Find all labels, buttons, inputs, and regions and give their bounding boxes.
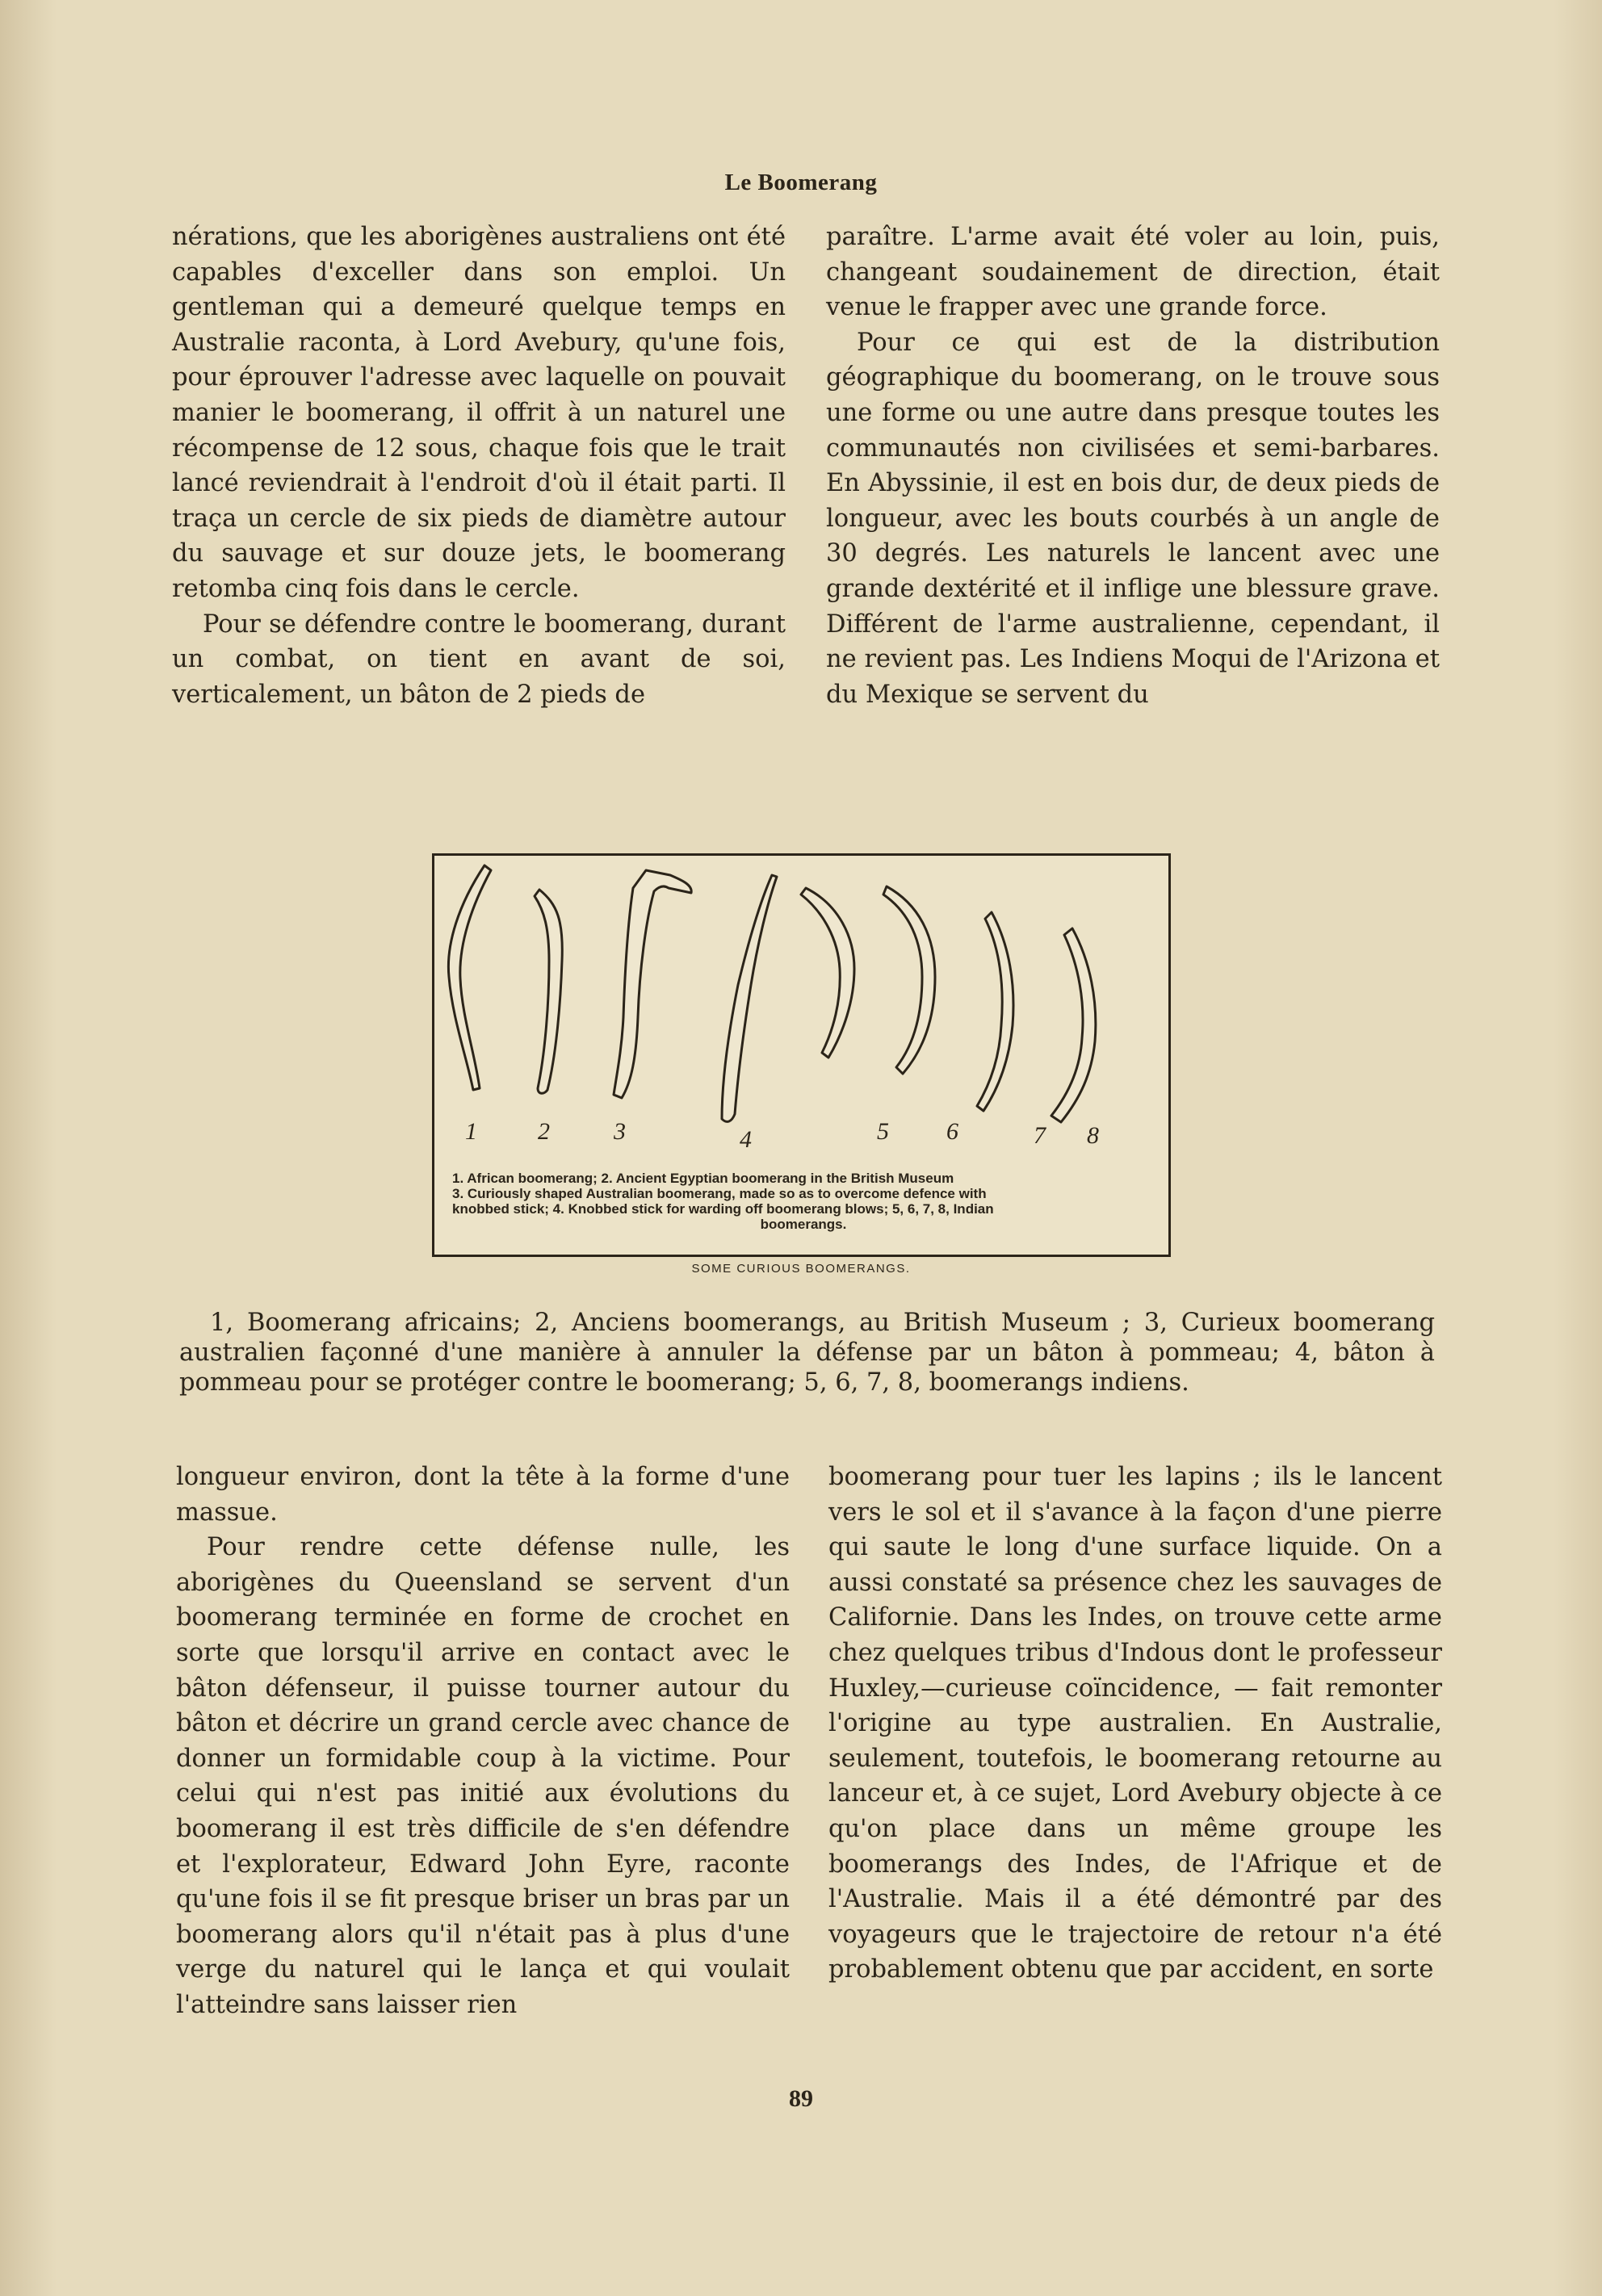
boomerang-4-drawing xyxy=(722,875,777,1121)
figure-number: 1 xyxy=(465,1118,477,1145)
boomerang-3-drawing xyxy=(614,870,691,1098)
boomerang-6-drawing xyxy=(883,886,935,1074)
paragraph: nérations, que les aborigènes australiens ont été capables d'exceller dans son emploi. Un gentleman qui a demeuré quelque temps en Australie raconta, à Lord Avebury, qu'une fois, pour éprouver l'adresse avec laquelle on pouvait manier le boomerang, il offrit à un naturel une récompense de 12 sous, chaque fois que le trait lancé reviendrait à l'endroit d'où il était parti. Il traça un cercle de six pieds de diamètre autour du sauvage et sur douze jets, le boomerang retomba cinq fois dans le cercle. xyxy=(172,223,786,603)
boomerang-8-drawing xyxy=(1051,928,1096,1122)
figure-number: 6 xyxy=(946,1118,958,1145)
figure-number: 7 xyxy=(1034,1122,1046,1149)
figure-title: SOME CURIOUS BOOMERANGS. xyxy=(691,1262,911,1276)
figure-number: 4 xyxy=(740,1126,752,1153)
figure-key-line: knobbed stick; 4. Knobbed stick for warding off boomerang blows; 5, 6, 7, 8, Indian xyxy=(452,1201,994,1217)
figure-key xyxy=(452,1171,1155,1232)
boomerang-2-drawing xyxy=(535,890,562,1093)
figure-number: 2 xyxy=(538,1118,550,1145)
column-top-right xyxy=(826,220,1440,712)
figure-key-line: 1. African boomerang; 2. Ancient Egyptian boomerang in the British Museum xyxy=(452,1171,954,1186)
column-top-left xyxy=(172,220,786,712)
figure-caption: 1, Boomerang africains; 2, Anciens boomerangs, au British Museum ; 3, Curieux boomerang australien façonné d'une manière à annuler la défense par un bâton à pommeau; 4, bâton à pommeau pour se protéger contre le boomerang; 5, 6, 7, 8, boomerangs indiens. xyxy=(179,1309,1435,1397)
figure-number: 3 xyxy=(614,1118,626,1145)
figure-number: 8 xyxy=(1087,1122,1099,1149)
paragraph: Pour ce qui est de la distribution géographique du boomerang, on le trouve sous une forme ou une autre dans presque toutes les communautés non civilisées et semi-barbares. En Abyssinie, il est en bois dur, de deux pieds de longueur, avec les bouts courbés à un angle de 30 degrés. Les naturels le lancent avec une grande dextérité et il inflige une blessure grave. Différent de l'arme australienne, cependant, il ne revient pas. Les Indiens Moqui de l'Arizona et du Mexique se servent du xyxy=(826,328,1440,709)
figure-number: 5 xyxy=(877,1118,889,1145)
boomerang-figure xyxy=(432,853,1171,1257)
column-bottom-right xyxy=(828,1460,1442,1988)
paragraph: Pour se défendre contre le boomerang, durant un combat, on tient en avant de soi, verticalement, un bâton de 2 pieds de xyxy=(172,610,786,709)
running-head: Le Boomerang xyxy=(724,170,878,195)
paragraph: boomerang pour tuer les lapins ; ils le lancent vers le sol et il s'avance à la façon d'une pierre qui saute le long d'une surface liquide. On a aussi constaté sa présence chez les sauvages de Californie. Dans les Indes, on trouve cette arme chez quelques tribus d'Indous dont le professeur Huxley,—curieuse coïncidence, — fait remonter l'origine au type australien. En Australie, seulement, toutefois, le boomerang retourne au lanceur et, à ce sujet, Lord Avebury objecte à ce qu'on place dans un même groupe les boomerangs des Indes, de l'Afrique et de l'Australie. Mais il a été démontré par des voyageurs que le trajectoire de retour n'a été probablement obtenu que par accident, en sorte xyxy=(828,1463,1442,1984)
figure-key-line: 3. Curiously shaped Australian boomerang, made so as to overcome defence with xyxy=(452,1186,987,1201)
paragraph: longueur environ, dont la tête à la forme d'une massue. xyxy=(176,1463,790,1527)
figure-key-line: boomerangs. xyxy=(760,1217,847,1232)
paragraph: paraître. L'arme avait été voler au loin, puis, changeant soudainement de direction, était venue le frapper avec une grande force. xyxy=(826,223,1440,322)
boomerang-7-drawing xyxy=(977,912,1013,1111)
paragraph: Pour rendre cette défense nulle, les aborigènes du Queensland se servent d'un boomerang terminée en forme de crochet en sorte que lorsqu'il arrive en contact avec le bâton défenseur, il puisse tourner autour du bâton et décrire un grand cercle avec chance de donner un formidable coup à la victime. Pour celui qui n'est pas initié aux évolutions du boomerang il est très difficile de s'en défendre et l'explorateur, Edward John Eyre, raconte qu'une fois il se fit presque briser un bras par un boomerang alors qu'il n'était pas à plus d'une verge du naturel qui le lança et qui voulait l'atteindre sans laisser rien xyxy=(176,1533,790,2019)
column-bottom-left xyxy=(176,1460,790,2023)
boomerang-1-drawing xyxy=(448,865,491,1090)
boomerang-5-drawing xyxy=(801,888,854,1058)
page-number: 89 xyxy=(789,2085,813,2112)
